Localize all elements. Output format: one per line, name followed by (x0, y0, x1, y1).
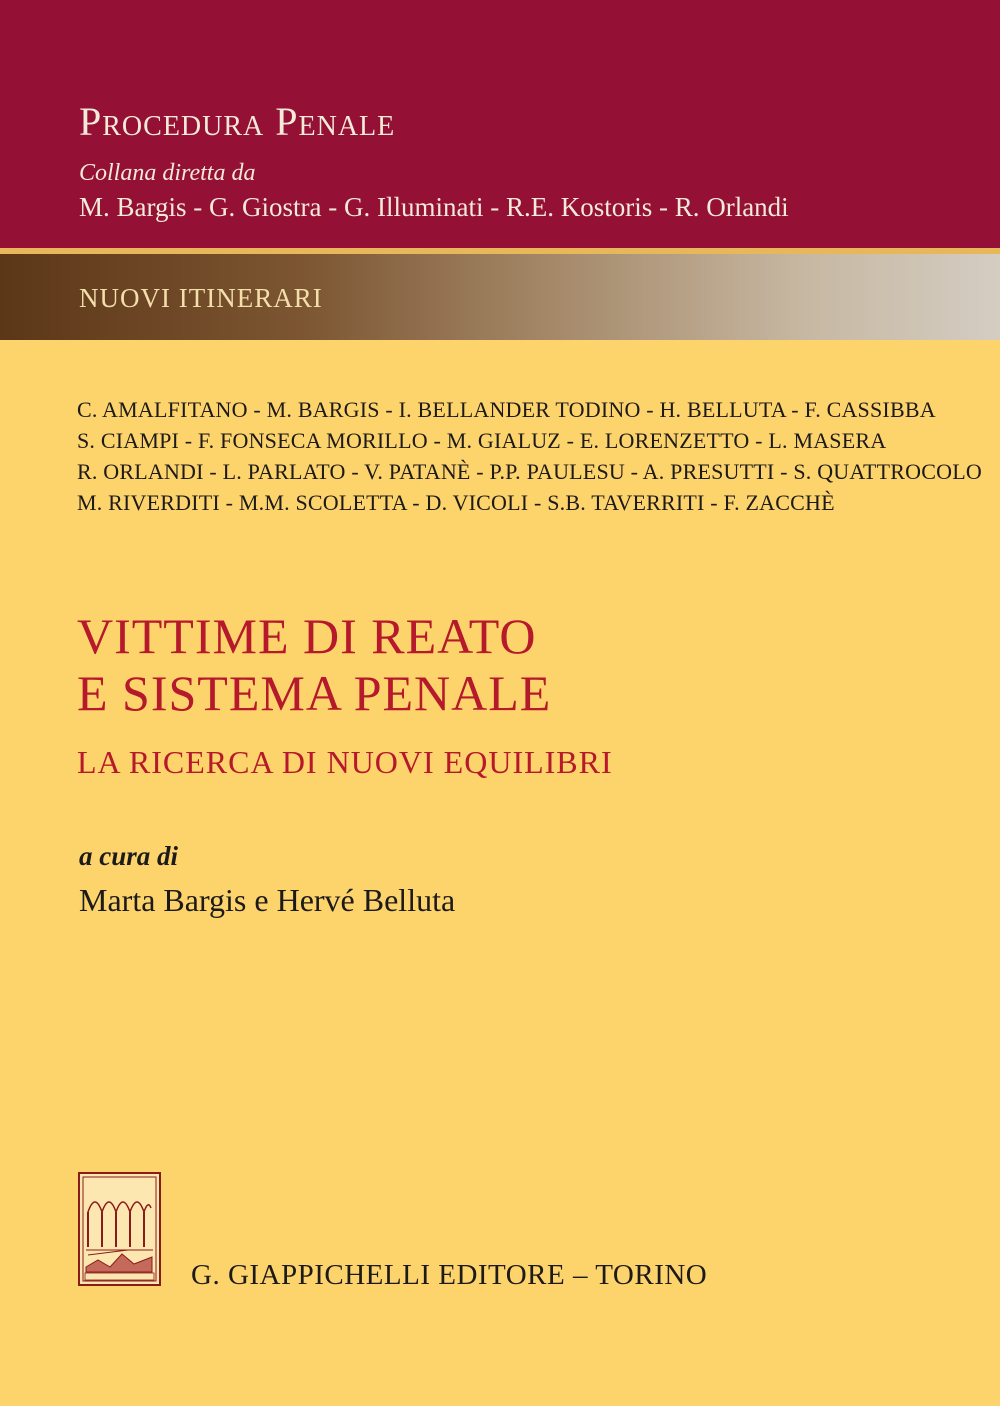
authors-line: C. AMALFITANO - M. BARGIS - I. BELLANDER TODINO - H. BELLUTA - F. CASSIBBA (77, 397, 936, 422)
publisher-name: G. GIAPPICHELLI EDITORE – TORINO (191, 1259, 708, 1291)
series-directed-by: Collana diretta da (79, 160, 256, 186)
editors-names: Marta Bargis e Hervé Belluta (79, 882, 456, 918)
book-title-line: E SISTEMA PENALE (77, 665, 552, 721)
book-title-line: VITTIME DI REATO (77, 608, 537, 664)
series-directors: M. Bargis - G. Giostra - G. Illuminati - R.E. Kostoris - R. Orlandi (79, 192, 789, 222)
authors-line: S. CIAMPI - F. FONSECA MORILLO - M. GIALUZ - E. LORENZETTO - L. MASERA (77, 428, 887, 453)
subseries-title: NUOVI ITINERARI (79, 283, 323, 313)
book-title (77, 608, 551, 722)
editors-label: a cura di (79, 841, 179, 871)
authors-line: R. ORLANDI - L. PARLATO - V. PATANÈ - P.P. PAULESU - A. PRESUTTI - S. QUATTROCOLO (77, 459, 982, 484)
authors-list (77, 394, 982, 518)
authors-line: M. RIVERDITI - M.M. SCOLETTA - D. VICOLI - S.B. TAVERRITI - F. ZACCHÈ (77, 490, 835, 515)
series-title: Procedura Penale (79, 99, 396, 144)
book-subtitle: LA RICERCA DI NUOVI EQUILIBRI (77, 744, 613, 780)
publisher-logo-icon (78, 1172, 161, 1286)
